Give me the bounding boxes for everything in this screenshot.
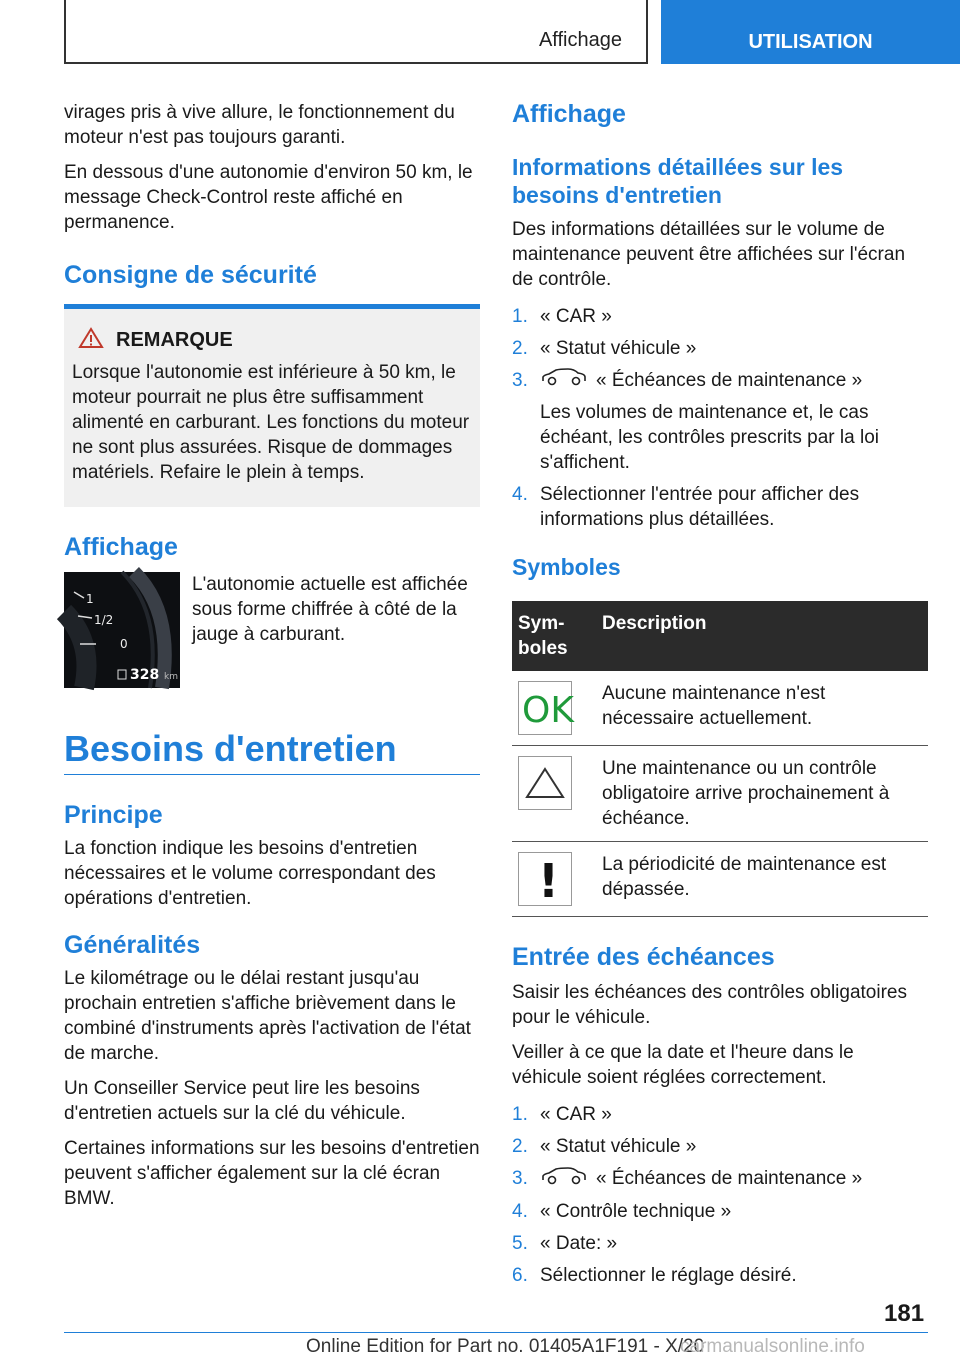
- list-item: 1. « CAR »: [512, 1104, 612, 1126]
- list-item: 3. « Échéances de maintenance »: [512, 1166, 928, 1191]
- page-number: 181: [884, 1300, 925, 1327]
- list-item: 4. Sélectionner l'entrée pour afficher des informations plus détaillées.: [512, 484, 860, 531]
- header-section-title: Affichage: [538, 29, 622, 51]
- display-heading-left: Affichage: [64, 533, 178, 561]
- header-tab-section: [64, 0, 648, 64]
- display-text-left: L'autonomie actuelle est affichée sous forme chiffrée à côté de la jauge à carburant.: [192, 574, 468, 645]
- list-item: 2. « Statut véhicule »: [512, 1136, 697, 1158]
- list-item: 6. Sélectionner le réglage désiré.: [512, 1264, 797, 1286]
- table-row: [512, 842, 928, 917]
- symbols-table: [512, 601, 928, 917]
- gauge-mark-full: 1: [86, 592, 94, 606]
- svg-text:OK: OK: [522, 690, 574, 732]
- car-icon: [540, 368, 596, 393]
- gauge-range-value: 328: [130, 667, 160, 683]
- car-icon: [540, 1167, 596, 1192]
- list-item: 3. « Échéances de maintenance » Les volumes de maintenance et, le cas échéant, les contrôles prescrits par la loi s'affichent.: [512, 368, 928, 475]
- general-paragraph-3: Certaines informations sur les besoins d'entretien peuvent s'afficher également sur la clé écran BMW.: [64, 1138, 480, 1209]
- symbols-heading: Symboles: [512, 554, 621, 581]
- left-column: [64, 100, 480, 1221]
- notice-text: Lorsque l'autonomie est inférieure à 50 km, le moteur pourrait ne plus être suffisamment alimenté en carburant. Les fonctions du moteur ne sont plus assurées. Risque de dommages matériels. Refaire le plein à temps.: [72, 362, 470, 483]
- general-paragraph-1: Le kilométrage ou le délai restant jusqu'au prochain entretien s'affiche brièvement dans le combiné d'instruments après l'activation de l'état de marche.: [64, 968, 471, 1064]
- gauge-mark-half: 1/2: [94, 613, 114, 627]
- general-paragraph-2: Un Conseiller Service peut lire les besoins d'entretien actuels sur la clé du véhicule.: [64, 1078, 420, 1124]
- list-item: 5. « Date: »: [512, 1232, 618, 1254]
- table-row: [512, 746, 928, 842]
- table-row: [512, 671, 928, 746]
- intro-paragraph-2: En dessous d'une autonomie d'environ 50 km, le message Check-Control reste affiché en permanence.: [64, 162, 473, 233]
- intro-paragraph-1: virages pris à vive allure, le fonctionnement du moteur n'est pas toujours garanti.: [64, 102, 455, 148]
- ok-icon: [518, 681, 572, 735]
- symbol-description: Une maintenance ou un contrôle obligatoire arrive prochainement à échéance.: [596, 746, 928, 842]
- table-header-symbols: Symboles: [512, 601, 596, 671]
- footer-rule: [64, 1332, 928, 1333]
- list-item: 4. « Contrôle technique »: [512, 1200, 732, 1222]
- deadlines-paragraph-1: Saisir les échéances des contrôles obligatoires pour le véhicule.: [512, 982, 907, 1029]
- table-header-description: Description: [596, 601, 928, 671]
- right-column: [512, 100, 928, 1295]
- deadlines-steps: [512, 1102, 928, 1287]
- display-heading-right: Affichage: [512, 100, 626, 128]
- principle-heading: Principe: [64, 801, 163, 829]
- deadlines-paragraph-2: Veiller à ce que la date et l'heure dans le véhicule soient réglées correctement.: [512, 1042, 854, 1089]
- details-steps: [512, 304, 928, 532]
- deadlines-heading: Entrée des échéances: [512, 943, 775, 972]
- details-heading: Informations détaillées sur les besoins d'entretien: [512, 154, 844, 208]
- symbol-description: La périodicité de maintenance est dépassée.: [596, 842, 928, 917]
- list-item: 1. « CAR »: [512, 306, 612, 327]
- notice-title: REMARQUE: [116, 329, 233, 351]
- gauge-range-unit: km: [164, 672, 178, 682]
- display-row: [64, 572, 480, 688]
- symbol-description: Aucune maintenance n'est nécessaire actuellement.: [596, 671, 928, 746]
- warning-triangle-icon: [518, 756, 572, 810]
- chapter-heading: Besoins d'entretien: [64, 728, 397, 769]
- warning-icon: [78, 327, 104, 354]
- notice-box: [64, 304, 480, 507]
- header-chapter-title: UTILISATION: [748, 31, 873, 53]
- header-chapter-tab: [661, 0, 960, 64]
- exclamation-icon: [518, 852, 572, 909]
- general-heading: Généralités: [64, 931, 201, 959]
- list-item: 2. « Statut véhicule »: [512, 338, 697, 359]
- details-text: Des informations détaillées sur le volume de maintenance peuvent être affichées sur l'écran de contrôle.: [512, 219, 906, 290]
- chapter-rule: [64, 774, 480, 775]
- svg-text:!: !: [538, 854, 559, 909]
- fuel-gauge-image: [64, 572, 180, 688]
- step-sub-text: Les volumes de maintenance et, le cas échéant, les contrôles prescrits par la loi s'affichent.: [540, 402, 879, 474]
- watermark-text: carmanualsonline.info: [680, 1336, 865, 1357]
- safety-heading: Consigne de sécurité: [64, 261, 317, 289]
- gauge-mark-empty: 0: [120, 637, 128, 651]
- footer-edition: Online Edition for Part no. 01405A1F191 - X/20: [306, 1336, 705, 1357]
- principle-text: La fonction indique les besoins d'entretien nécessaires et le volume correspondant des opérations d'entretien.: [64, 838, 436, 909]
